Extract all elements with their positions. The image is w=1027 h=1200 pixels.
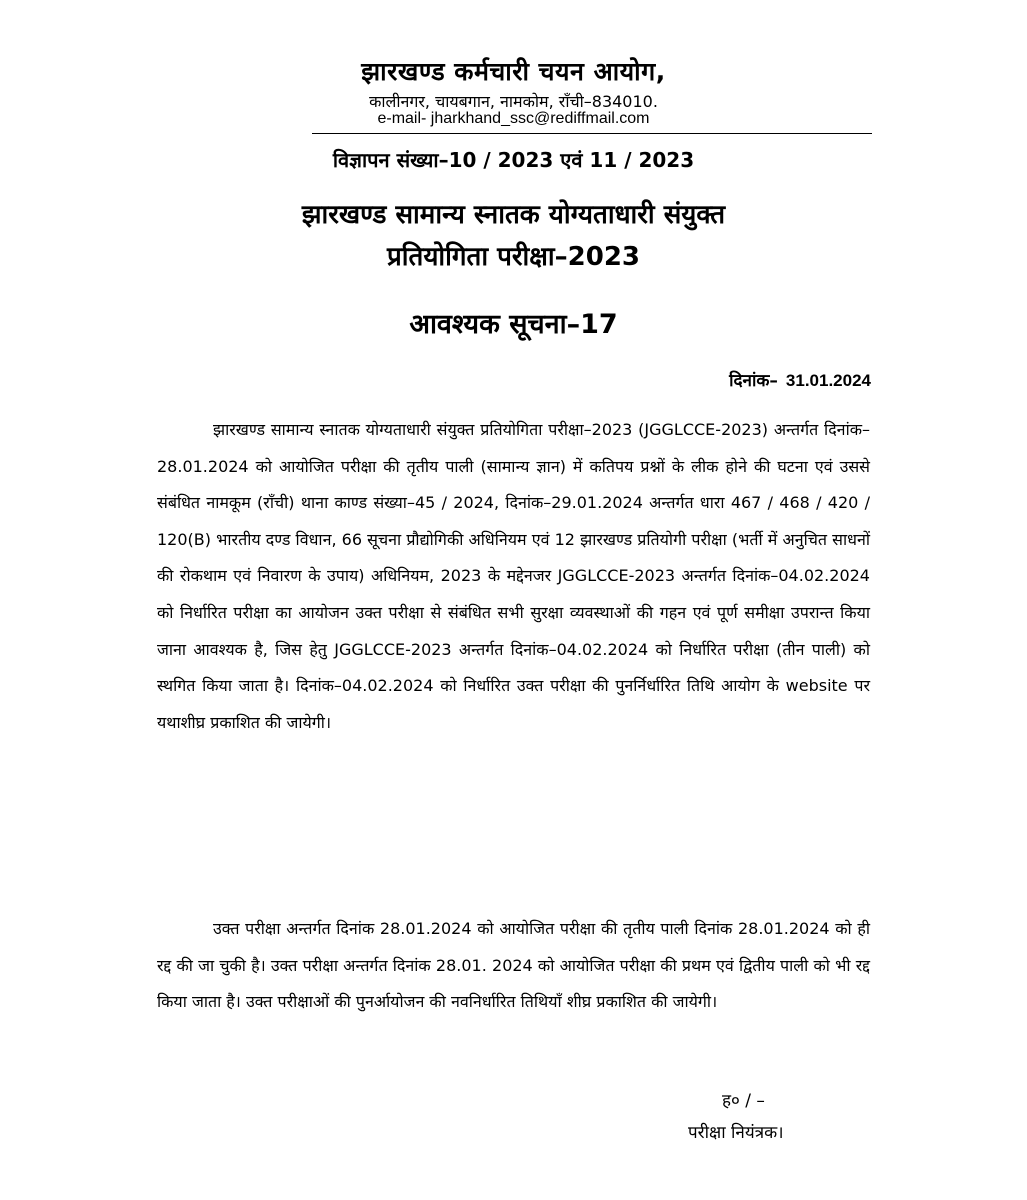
advertisement-number: विज्ञापन संख्या–10 / 2023 एवं 11 / 2023 bbox=[332, 148, 695, 172]
body-paragraph-1: झारखण्ड सामान्य स्नातक योग्यताधारी संयुक्त प्रतियोगिता परीक्षा–2023 (JGGLCCE-2023) अन्तर्गत दिनांक–28.01.2024 को आयोजित परीक्षा की तृतीय पाली (सामान्य ज्ञान) में कतिपय प्रश्नों के लीक होने की घटना एवं उससे संबंधित नामकूम (राँची) थाना काण्ड संख्या–45 / 2024, दिनांक–29.01.2024 अन्तर्गत धारा 467 / 468 / 420 / 120(B) भारतीय दण्ड विधान, 66 सूचना प्रौद्योगिकी अधिनियम एवं 12 झारखण्ड प्रतियोगी परीक्षा (भर्ती में अनुचित साधनों की रोकथाम एवं निवारण के उपाय) अधिनियम, 2023 के मद्देनजर JGGLCCE-2023 अन्तर्गत दिनांक–04.02.2024 को निर्धारित परीक्षा का आयोजन उक्त परीक्षा से संबंधित सभी सुरक्षा व्यवस्थाओं की गहन एवं पूर्ण समीक्षा उपरान्त किया जाना आवश्यक है, जिस हेतु JGGLCCE-2023 अन्तर्गत दिनांक–04.02.2024 को निर्धारित परीक्षा (तीन पाली) को स्थगित किया जाता है। दिनांक–04.02.2024 को निर्धारित उक्त परीक्षा की पुनर्निर्धारित तिथि आयोग के website पर यथाशीघ्र प्रकाशित की जायेगी। bbox=[157, 420, 870, 732]
notice-date-value: 31.01.2024 bbox=[785, 371, 871, 390]
notice-date bbox=[729, 368, 871, 391]
organization-address: कालीनगर, चायबगान, नामकोम, राँची–834010. bbox=[369, 92, 658, 111]
organization-email: e-mail- jharkhand_ssc@rediffmail.com bbox=[377, 110, 650, 127]
exam-title-line-2: प्रतियोगिता परीक्षा–2023 bbox=[386, 242, 640, 272]
body-paragraph-2: उक्त परीक्षा अन्तर्गत दिनांक 28.01.2024 को आयोजित परीक्षा की तृतीय पाली दिनांक 28.01.2024 को ही रद्द की जा चुकी है। उक्त परीक्षा अन्तर्गत दिनांक 28.01. 2024 को आयोजित परीक्षा की प्रथम एवं द्वितीय पाली को भी रद्द किया जाता है। उक्त परीक्षाओं की पुनर्आयोजन की नवनिर्धारित तिथियाँ शीघ्र प्रकाशित की जायेगी। bbox=[157, 919, 870, 1012]
notice-date-label: दिनांक– bbox=[729, 371, 778, 391]
exam-title-line-1: झारखण्ड सामान्य स्नातक योग्यताधारी संयुक्त bbox=[301, 200, 726, 230]
notice-title: आवश्यक सूचना–17 bbox=[409, 309, 618, 340]
organization-name: झारखण्ड कर्मचारी चयन आयोग, bbox=[361, 57, 666, 86]
signatory-designation: परीक्षा नियंत्रक। bbox=[688, 1123, 784, 1143]
signature-mark: ह० / – bbox=[722, 1091, 765, 1111]
header-divider bbox=[312, 133, 872, 134]
exam-title bbox=[0, 194, 1027, 278]
